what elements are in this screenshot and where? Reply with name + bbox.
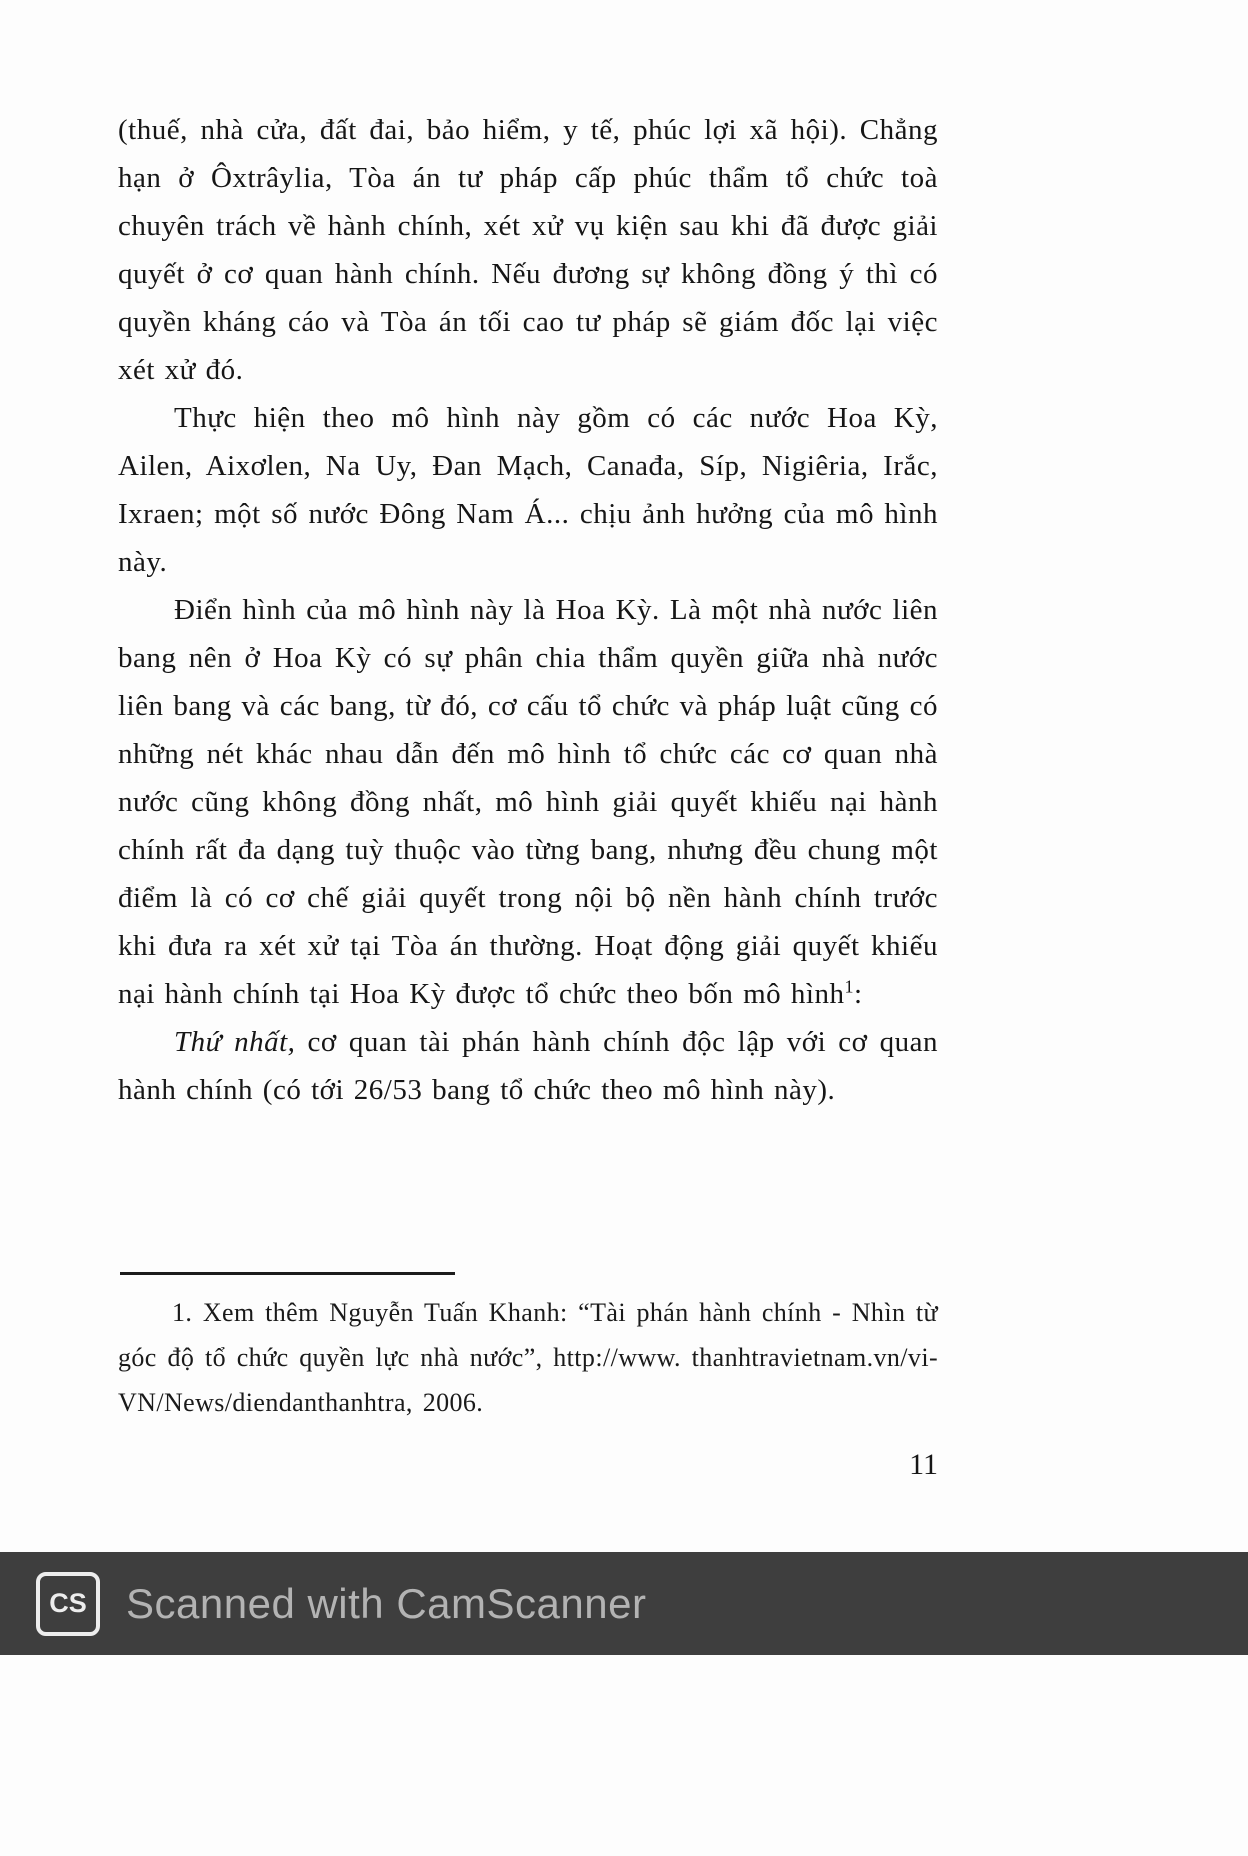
paragraph-text: Thực hiện theo mô hình này gồm có các nước Hoa Kỳ, Ailen, Aixơlen, Na Uy, Đan Mạch, Canađa, Síp, Nigiêria, Irắc, Ixraen; một số nước Đông Nam Á... chịu ảnh hưởng của mô hình này. bbox=[118, 402, 938, 578]
footnote bbox=[118, 1290, 938, 1425]
paragraph-text: (thuế, nhà cửa, đất đai, bảo hiểm, y tế, phúc lợi xã hội). Chẳng hạn ở Ôxtrâylia, Tòa án tư pháp cấp phúc thẩm tổ chức toà chuyên trách về hành chính, xét xử vụ kiện sau khi đã được giải quyết ở cơ quan hành chính. Nếu đương sự không đồng ý thì có quyền kháng cáo và Tòa án tối cao tư pháp sẽ giám đốc lại việc xét xử đó. bbox=[118, 114, 938, 386]
paragraph-lead-italic: Thứ nhất, bbox=[174, 1026, 296, 1058]
paragraph-text: cơ quan tài phán hành chính độc lập với cơ quan hành chính (có tới 26/53 bang tổ chức theo mô hình này). bbox=[118, 1026, 938, 1106]
paragraph-countries bbox=[118, 394, 938, 586]
paragraph-text-tail: : bbox=[853, 978, 863, 1010]
paragraph-text: Điển hình của mô hình này là Hoa Kỳ. Là một nhà nước liên bang nên ở Hoa Kỳ có sự phân chia thẩm quyền giữa nhà nước liên bang và các bang, từ đó, cơ cấu tổ chức và pháp luật cũng có những nét khác nhau dẫn đến mô hình tổ chức các cơ quan nhà nước cũng không đồng nhất, mô hình giải quyết khiếu nại hành chính rất đa dạng tuỳ thuộc vào từng bang, nhưng đều chung một điểm là có cơ chế giải quyết trong nội bộ nền hành chính trước khi đưa ra xét xử tại Tòa án thường. Hoạt động giải quyết khiếu nại hành chính tại Hoa Kỳ được tổ chức theo bốn mô hình bbox=[118, 594, 938, 1010]
page-body-text bbox=[118, 106, 938, 1266]
camscanner-label: Scanned with CamScanner bbox=[126, 1579, 647, 1627]
footnote-text: 1. Xem thêm Nguyễn Tuấn Khanh: “Tài phán hành chính - Nhìn từ góc độ tổ chức quyền lực nhà nước”, http://www. thanhtravietnam.vn/vi-VN/News/diendanthanhtra, 2006. bbox=[118, 1298, 938, 1417]
footnote-divider bbox=[120, 1272, 455, 1275]
paragraph-continuation bbox=[118, 106, 938, 394]
camscanner-logo-icon bbox=[36, 1572, 100, 1636]
paragraph-usa-model bbox=[118, 586, 938, 1018]
paragraph-first-model bbox=[118, 1018, 938, 1114]
page-number: 11 bbox=[909, 1448, 938, 1481]
camscanner-logo-text: CS bbox=[49, 1588, 87, 1618]
camscanner-watermark-bar bbox=[0, 1552, 1248, 1655]
footnote-reference-marker: 1 bbox=[844, 976, 854, 997]
